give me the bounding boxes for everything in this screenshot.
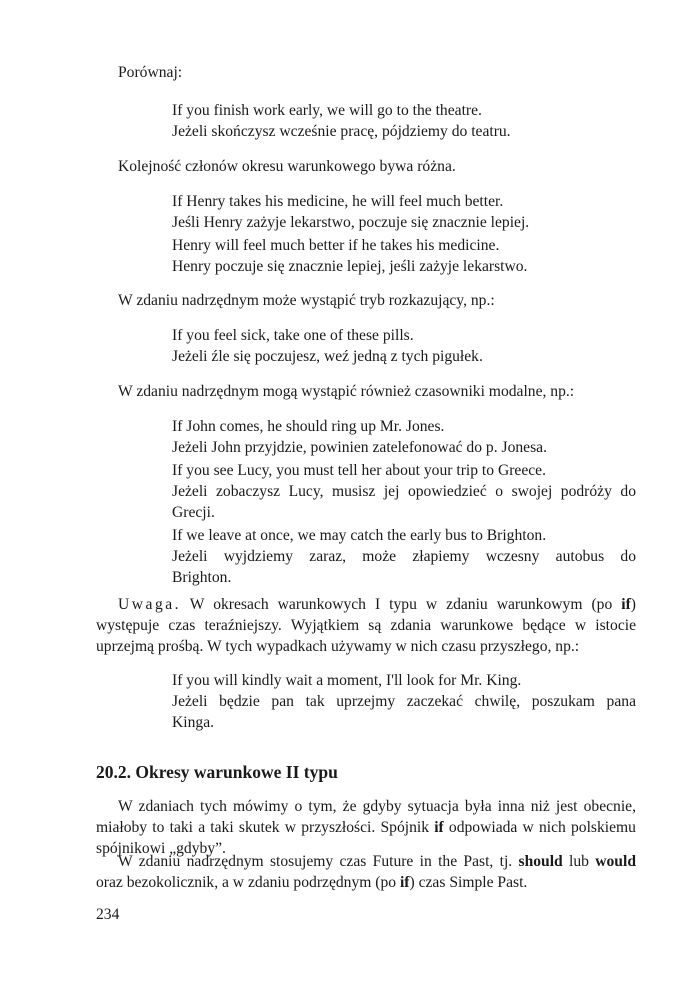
example-english: If we leave at once, we may catch the early bus to Brighton. (172, 527, 547, 544)
section-heading: 20.2. Okresy warunkowe II typu (96, 762, 338, 782)
keyword-if: if (621, 596, 631, 613)
example-polish: Jeżeli skończysz wcześnie pracę, pójdziemy do teatru. (172, 123, 511, 140)
example-3 (172, 325, 636, 367)
paragraph-text: oraz bezokolicznik, a w zdaniu podrzędnym (po (96, 874, 400, 891)
example-5 (172, 670, 636, 733)
example-polish: Jeżeli John przyjdzie, powinien zatelefonować do p. Jonesa. (172, 439, 547, 456)
example-polish: Jeżeli będzie pan tak uprzejmy zaczekać chwilę, poszukam pana (172, 693, 636, 710)
note-label: Uwaga. (118, 596, 182, 613)
example-4 (172, 416, 636, 588)
example-polish: Jeśli Henry zażyje lekarstwo, poczuje się znacznie lepiej. (172, 214, 530, 231)
paragraph-text: ) czas Simple Past. (409, 874, 528, 891)
example-1 (172, 100, 636, 142)
intro-modal: W zdaniu nadrzędnym mogą wystąpić również czasowniki modalne, np.: (118, 383, 575, 400)
intro-compare: Porównaj: (118, 64, 183, 81)
example-polish: Jeżeli wyjdziemy zaraz, może złapiemy wczesny autobus do (172, 548, 636, 565)
example-english: If you see Lucy, you must tell her about your trip to Greece. (172, 462, 546, 479)
example-polish: Jeżeli źle się poczujesz, weź jedną z tych pigułek. (172, 348, 483, 365)
example-english: If John comes, he should ring up Mr. Jones. (172, 418, 445, 435)
paragraph-text: lub (562, 853, 596, 870)
keyword-would: would (595, 853, 636, 870)
paragraph-1 (96, 796, 636, 859)
example-2 (172, 191, 636, 277)
keyword-if: if (399, 874, 410, 891)
example-polish: Kinga. (172, 714, 215, 731)
example-english: Henry will feel much better if he takes his medicine. (172, 237, 500, 254)
example-polish: Henry poczuje się znacznie lepiej, jeśli zażyje lekarstwo. (172, 258, 528, 275)
keyword-if: if (434, 819, 444, 836)
note-text: ) występuje czas teraźniejszy. Wyjątkiem są zdania warunkowe będące w istocie uprzejmą prośbą. W tych wypadkach używamy w nich czasu przyszłego, np.: (96, 596, 636, 655)
intro-imperative: W zdaniu nadrzędnym może wystąpić tryb rozkazujący, np.: (118, 292, 495, 309)
example-english: If you finish work early, we will go to the theatre. (172, 102, 482, 119)
example-english: If you feel sick, take one of these pills. (172, 327, 414, 344)
example-polish: Jeżeli zobaczysz Lucy, musisz jej opowiedzieć o swojej podróży do (172, 483, 636, 500)
paragraph-text: odpowiada w nich polskiemu spójnikowi „gdyby”. (96, 819, 636, 857)
paragraph-text: W zdaniach tych mówimy o tym, że gdyby sytuacja była inna niż jest obecnie, miałoby to taki a taki skutek w przyszłości. Spójnik (96, 798, 636, 836)
note-text: W okresach warunkowych I typu w zdaniu warunkowym (po (181, 596, 622, 613)
intro-order: Kolejność członów okresu warunkowego bywa różna. (118, 158, 456, 175)
paragraph-text: W zdaniu nadrzędnym stosujemy czas Future in the Past, tj. (118, 853, 519, 870)
example-english: If Henry takes his medicine, he will feel much better. (172, 193, 504, 210)
example-polish: Grecji. (172, 504, 215, 521)
paragraph-2 (96, 851, 636, 893)
page-number: 234 (96, 906, 120, 923)
example-english: If you will kindly wait a moment, I'll look for Mr. King. (172, 672, 522, 689)
keyword-should: should (518, 853, 563, 870)
example-polish: Brighton. (172, 569, 232, 586)
note-paragraph (96, 594, 636, 657)
